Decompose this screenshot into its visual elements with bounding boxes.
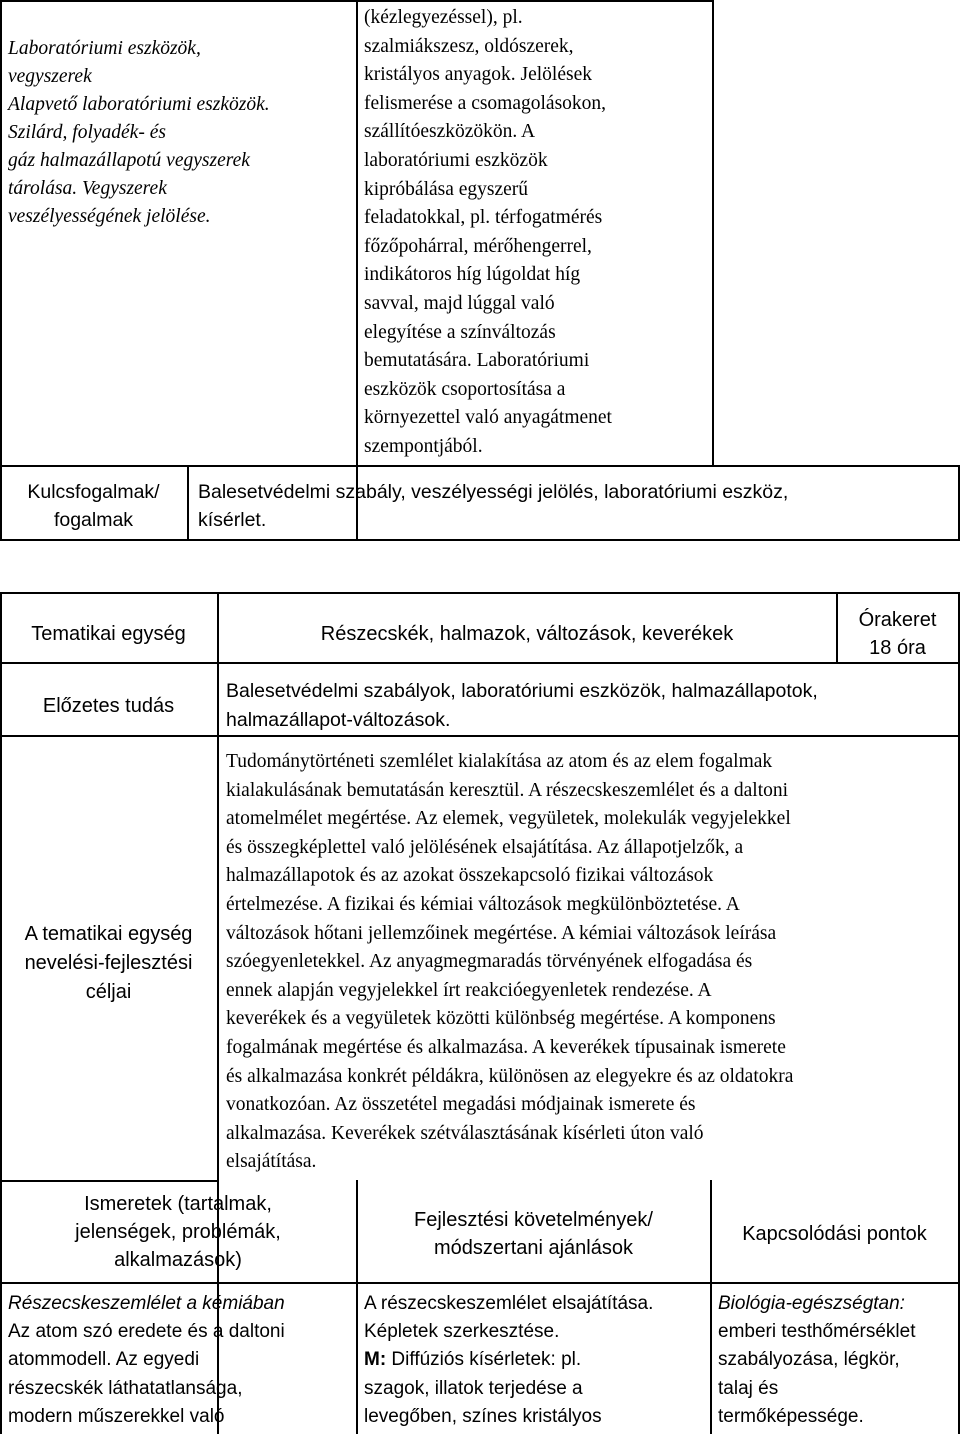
requirements-line: indikátoros híg lúgoldat híg (364, 264, 581, 286)
subject-name: Biológia-egészségtan: (718, 1293, 905, 1314)
hours-cell (837, 606, 958, 662)
requirements-line: kristályos anyagok. Jelölések (364, 64, 592, 86)
requirements-line: laboratóriumi eszközök (364, 149, 548, 171)
development-column-header: Fejlesztési követelmények/ módszertani ajánlások (414, 1209, 653, 1259)
section-title: Részecskeszemlélet a kémiában (8, 1293, 285, 1314)
thematic-unit-label: Tematikai egység (31, 623, 186, 645)
knowledge-column-header: Ismeretek (tartalmak, jelenségek, problémák, alkalmazások) (75, 1193, 281, 1271)
key-concepts-content: Balesetvédelmi szabály, veszélyességi jelölés, laboratóriumi eszköz, kísérlet. (198, 481, 789, 531)
topic-description-cell (8, 35, 353, 231)
prior-knowledge-label: Előzetes tudás (42, 695, 175, 717)
connections-content: Biológia-egészségtan: emberi testhőmérséklet szabályozása, légkör, talaj és termőképessége. (718, 1290, 956, 1431)
topic-line: vegyszerek (8, 66, 92, 87)
development-content: A részecskeszemlélet elsajátítása. Képletek szerkesztése. M: Diffúziós kísérletek: pl. szagok, illatok terjedése a levegőben, színes kristályos (364, 1293, 654, 1427)
requirements-line: savval, majd lúggal való (364, 292, 555, 314)
topic-line: veszélyességének jelölése. (8, 206, 211, 227)
requirements-line: bemutatására. Laboratóriumi (364, 350, 590, 372)
method-marker: M: (364, 1349, 387, 1371)
goals-content: Tudománytörténeti szemlélet kialakítása az atom és az elem fogalmak kialakulásának bemutatásán keresztül. A részecskeszemlélet és a daltoni atomelmélet megértése. Az elemek, vegyületek, molekulák vegyjelekkel és összegképlettel való jelölésének elsajátítása. Az állapotjelzők, a halmazállapotok és az azokat összekapcsoló fizikai változások értelmezése. A fizikai és kémiai változások megkülönböztetése. A változások hőtani jellemzőinek megértése. A kémiai változások leírása szóegyenletekkel. Az anyagmegmaradás törvényének elfogadása és ennek alapján vegyjelekkel írt reakcióegyenletek rendezése. A keverékek és a vegyületek közötti különbség megértése. A komponens fogalmának megértése és alkalmazása. A keverékek típusainak ismerete és alkalmazása konkrét példákra, különösen az elegyekre és az oldatokra vonatkozóan. Az összetétel megadási módjainak ismerete és alkalmazása. Keverékek szétválasztásának kísérleti úton való elsajátítása. (226, 751, 794, 1173)
requirements-line: elegyítése a színváltozás (364, 321, 556, 343)
topic-line: gáz halmazállapotú vegyszerek (8, 150, 250, 171)
requirements-line: szalmiákszesz, oldószerek, (364, 35, 574, 57)
requirements-line: főzőpohárral, mérőhengerrel, (364, 235, 592, 257)
hours-label: Órakeret (858, 609, 937, 631)
requirements-line: szempontjából. (364, 435, 483, 457)
requirements-line: szállítóeszközökön. A (364, 121, 536, 143)
topic-line: Szilárd, folyadék- és (8, 122, 166, 143)
requirements-line: eszközök csoportosítása a (364, 378, 566, 400)
hours-value: 18 óra (869, 637, 926, 659)
requirements-line: felismerése a csomagolásokon, (364, 92, 607, 114)
requirements-line: (kézlegyezéssel), pl. (364, 7, 523, 28)
key-concepts-label: Kulcsfogalmak/ fogalmak (27, 481, 160, 531)
topic-line: Alapvető laboratóriumi eszközök. (8, 94, 270, 115)
requirements-cell (364, 4, 709, 462)
requirements-line: kipróbálása egyszerű (364, 178, 529, 200)
topic-line: Laboratóriumi eszközök, (8, 38, 201, 59)
topic-line: tárolása. Vegyszerek (8, 178, 167, 199)
connections-column-header: Kapcsolódási pontok (742, 1223, 927, 1245)
requirements-line: feladatokkal, pl. térfogatmérés (364, 207, 603, 229)
prior-knowledge-content: Balesetvédelmi szabályok, laboratóriumi eszközök, halmazállapotok, halmazállapot-változások. (226, 680, 818, 731)
knowledge-content: Részecskeszemlélet a kémiában Az atom szó eredete és a daltoni atommodell. Az egyedi részecskék láthatatlansága, modern műszerekkel való (8, 1290, 353, 1431)
goals-label: A tematikai egység nevelési-fejlesztési céljai (24, 923, 193, 1003)
requirements-line: környezettel való anyagátmenet (364, 407, 612, 429)
thematic-unit-title: Részecskék, halmazok, változások, keverékek (320, 623, 734, 645)
